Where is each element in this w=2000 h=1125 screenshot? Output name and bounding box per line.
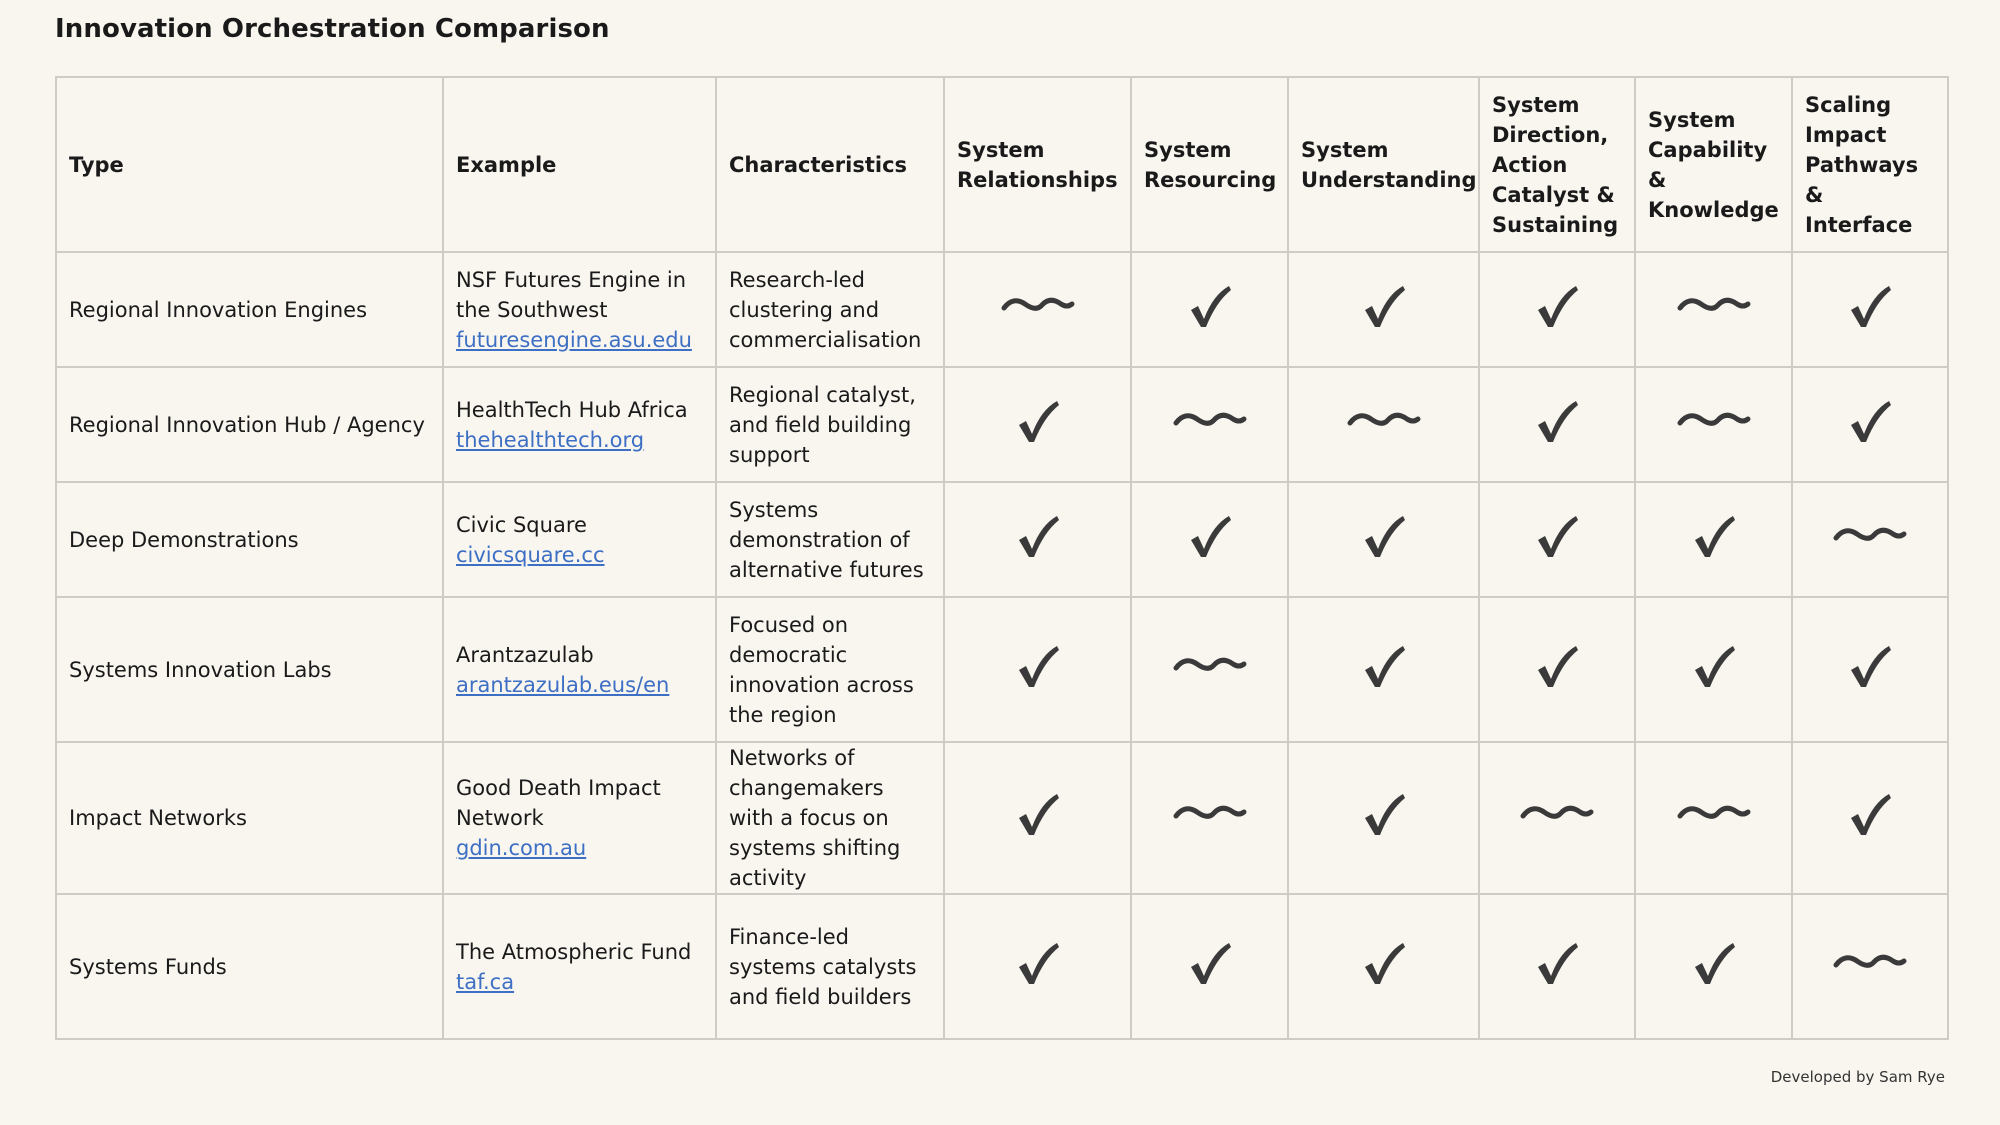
type-cell: Regional Innovation Engines bbox=[56, 252, 443, 367]
rating-cell bbox=[1792, 597, 1948, 742]
rating-cell bbox=[1131, 894, 1288, 1039]
checkmark-icon bbox=[1689, 938, 1739, 996]
example-name: Arantzazulab bbox=[456, 642, 594, 667]
checkmark-icon bbox=[1689, 641, 1739, 699]
example-cell bbox=[443, 252, 716, 367]
checkmark-icon bbox=[1013, 511, 1063, 569]
checkmark-icon bbox=[1013, 938, 1063, 996]
tilde-partial-icon bbox=[1518, 801, 1596, 835]
example-name: NSF Futures Engine in the Southwest bbox=[456, 267, 687, 322]
header-row bbox=[56, 77, 1948, 252]
table-row bbox=[56, 894, 1948, 1039]
column-header-system-resourcing: System Resourcing bbox=[1131, 77, 1288, 252]
rating-cell bbox=[1131, 597, 1288, 742]
checkmark-icon bbox=[1689, 511, 1739, 569]
example-link[interactable]: civicsquare.cc bbox=[456, 542, 605, 567]
rating-cell bbox=[944, 894, 1131, 1039]
checkmark-icon bbox=[1359, 789, 1409, 847]
characteristics-cell: Research-led clustering and commercialisation bbox=[716, 252, 944, 367]
rating-cell bbox=[1792, 742, 1948, 894]
rating-cell bbox=[1288, 252, 1479, 367]
checkmark-icon bbox=[1013, 789, 1063, 847]
tilde-partial-icon bbox=[1171, 408, 1249, 442]
example-cell bbox=[443, 367, 716, 482]
rating-cell bbox=[1792, 482, 1948, 597]
example-cell bbox=[443, 742, 716, 894]
checkmark-icon bbox=[1532, 938, 1582, 996]
rating-cell bbox=[1131, 742, 1288, 894]
type-cell: Systems Funds bbox=[56, 894, 443, 1039]
example-link[interactable]: arantzazulab.eus/en bbox=[456, 672, 670, 697]
example-cell bbox=[443, 894, 716, 1039]
rating-cell bbox=[1635, 367, 1792, 482]
rating-cell bbox=[1635, 742, 1792, 894]
tilde-partial-icon bbox=[1675, 408, 1753, 442]
characteristics-cell: Finance-led systems catalysts and field builders bbox=[716, 894, 944, 1039]
type-cell: Regional Innovation Hub / Agency bbox=[56, 367, 443, 482]
rating-cell bbox=[1635, 482, 1792, 597]
rating-cell bbox=[944, 252, 1131, 367]
checkmark-icon bbox=[1359, 281, 1409, 339]
characteristics-cell: Systems demonstration of alternative futures bbox=[716, 482, 944, 597]
type-cell: Impact Networks bbox=[56, 742, 443, 894]
characteristics-cell: Networks of changemakers with a focus on systems shifting activity bbox=[716, 742, 944, 894]
table-row bbox=[56, 597, 1948, 742]
rating-cell bbox=[1635, 597, 1792, 742]
rating-cell bbox=[1479, 742, 1635, 894]
example-link[interactable]: futuresengine.asu.edu bbox=[456, 327, 692, 352]
rating-cell bbox=[1131, 252, 1288, 367]
type-cell: Deep Demonstrations bbox=[56, 482, 443, 597]
rating-cell bbox=[1131, 367, 1288, 482]
example-name: HealthTech Hub Africa bbox=[456, 397, 688, 422]
tilde-partial-icon bbox=[1675, 801, 1753, 835]
column-header-system-direction: System Direction, Action Catalyst & Sustaining bbox=[1479, 77, 1635, 252]
table-body bbox=[56, 252, 1948, 1039]
rating-cell bbox=[1792, 367, 1948, 482]
tilde-partial-icon bbox=[1345, 408, 1423, 442]
tilde-partial-icon bbox=[999, 293, 1077, 327]
example-link[interactable]: taf.ca bbox=[456, 969, 515, 994]
tilde-partial-icon bbox=[1831, 523, 1909, 557]
rating-cell bbox=[1288, 597, 1479, 742]
column-header-characteristics: Characteristics bbox=[716, 77, 944, 252]
rating-cell bbox=[944, 597, 1131, 742]
table-row bbox=[56, 367, 1948, 482]
checkmark-icon bbox=[1359, 641, 1409, 699]
rating-cell bbox=[1792, 894, 1948, 1039]
checkmark-icon bbox=[1013, 396, 1063, 454]
example-cell bbox=[443, 597, 716, 742]
rating-cell bbox=[1479, 894, 1635, 1039]
tilde-partial-icon bbox=[1831, 950, 1909, 984]
example-name: Good Death Impact Network bbox=[456, 776, 661, 830]
rating-cell bbox=[1479, 597, 1635, 742]
characteristics-cell: Focused on democratic innovation across the region bbox=[716, 597, 944, 742]
rating-cell bbox=[944, 367, 1131, 482]
table-row bbox=[56, 482, 1948, 597]
checkmark-icon bbox=[1013, 641, 1063, 699]
tilde-partial-icon bbox=[1675, 293, 1753, 327]
rating-cell bbox=[1288, 894, 1479, 1039]
example-cell bbox=[443, 482, 716, 597]
column-header-type: Type bbox=[56, 77, 443, 252]
footer-credit: Developed by Sam Rye bbox=[1770, 1068, 1945, 1086]
characteristics-cell: Regional catalyst, and field building support bbox=[716, 367, 944, 482]
checkmark-icon bbox=[1532, 396, 1582, 454]
checkmark-icon bbox=[1532, 511, 1582, 569]
example-name: Civic Square bbox=[456, 512, 587, 537]
rating-cell bbox=[1635, 252, 1792, 367]
checkmark-icon bbox=[1185, 511, 1235, 569]
column-header-example: Example bbox=[443, 77, 716, 252]
checkmark-icon bbox=[1532, 641, 1582, 699]
checkmark-icon bbox=[1532, 281, 1582, 339]
example-name: The Atmospheric Fund bbox=[456, 939, 692, 964]
comparison-table bbox=[55, 76, 1949, 1040]
rating-cell bbox=[1792, 252, 1948, 367]
tilde-partial-icon bbox=[1171, 801, 1249, 835]
table-row bbox=[56, 252, 1948, 367]
column-header-system-relationships: System Relationships bbox=[944, 77, 1131, 252]
page-title: Innovation Orchestration Comparison bbox=[55, 14, 610, 44]
checkmark-icon bbox=[1845, 281, 1895, 339]
rating-cell bbox=[944, 742, 1131, 894]
rating-cell bbox=[1635, 894, 1792, 1039]
rating-cell bbox=[1288, 482, 1479, 597]
rating-cell bbox=[1479, 482, 1635, 597]
example-link[interactable]: thehealthtech.org bbox=[456, 427, 645, 452]
rating-cell bbox=[1288, 742, 1479, 894]
column-header-scaling-impact: Scaling Impact Pathways & Interface bbox=[1792, 77, 1948, 252]
checkmark-icon bbox=[1359, 511, 1409, 569]
rating-cell bbox=[1131, 482, 1288, 597]
rating-cell bbox=[1479, 252, 1635, 367]
column-header-system-capability: System Capability & Knowledge bbox=[1635, 77, 1792, 252]
table-row bbox=[56, 742, 1948, 894]
checkmark-icon bbox=[1845, 789, 1895, 847]
tilde-partial-icon bbox=[1171, 653, 1249, 687]
rating-cell bbox=[1479, 367, 1635, 482]
type-cell: Systems Innovation Labs bbox=[56, 597, 443, 742]
example-link[interactable]: gdin.com.au bbox=[456, 836, 587, 860]
checkmark-icon bbox=[1185, 281, 1235, 339]
rating-cell bbox=[944, 482, 1131, 597]
checkmark-icon bbox=[1359, 938, 1409, 996]
column-header-system-understanding: System Understanding bbox=[1288, 77, 1479, 252]
checkmark-icon bbox=[1185, 938, 1235, 996]
checkmark-icon bbox=[1845, 641, 1895, 699]
rating-cell bbox=[1288, 367, 1479, 482]
checkmark-icon bbox=[1845, 396, 1895, 454]
